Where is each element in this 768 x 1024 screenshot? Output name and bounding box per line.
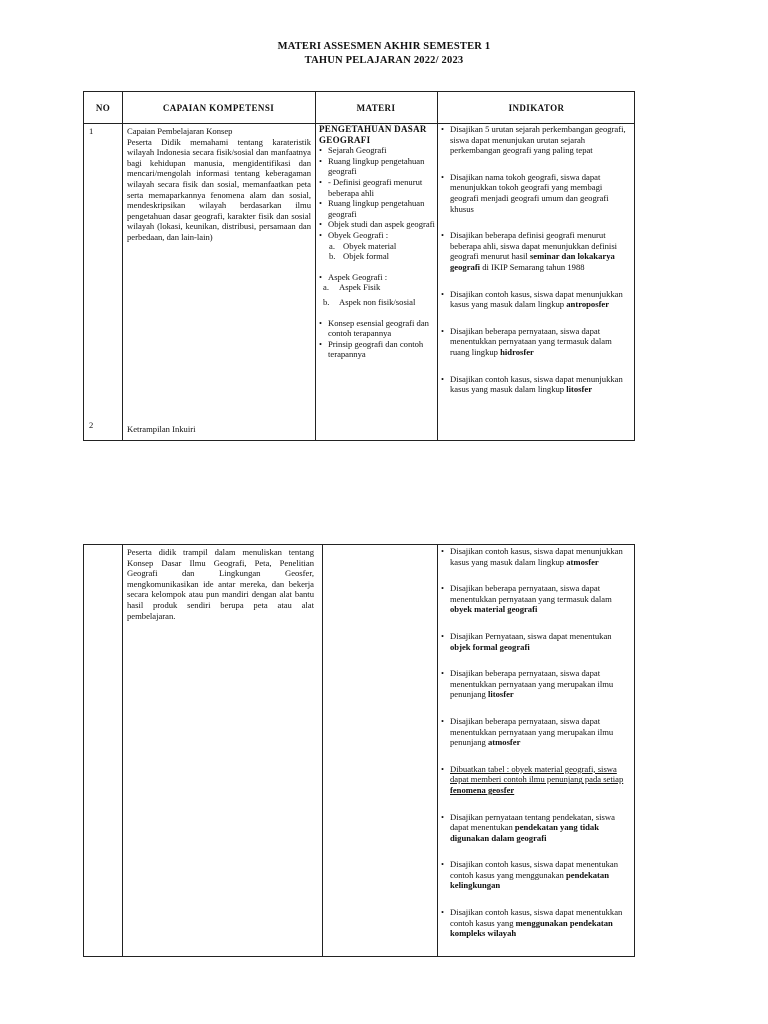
- list-item: • Ruang lingkup pengetahuan geografi: [319, 156, 435, 177]
- list-item: • Dibuatkan tabel : obyek material geografi, siswa dapat memberi contoh ilmu penunjang pada setiap fenomena geosfer: [441, 764, 633, 796]
- list-item: • Disajikan contoh kasus, siswa dapat menunjukkan kasus yang masuk dalam lingkup atmosfer: [441, 546, 633, 567]
- konsep-list: [319, 318, 435, 360]
- list-item: • Disajikan beberapa definisi geografi menurut beberapa ahli, siswa dapat menunjukkan definisi geografi menurut hasil seminar dan lokakarya geografi di IKIP Semarang tahun 1988: [441, 230, 633, 272]
- list-item: • Ruang lingkup pengetahuan geografi: [319, 198, 435, 219]
- list-item: • Prinsip geografi dan contoh terapannya: [319, 339, 435, 360]
- capaian-text: Peserta didik trampil dalam menuliskan tentang Konsep Dasar Ilmu Geografi, Peta, Penelitian Geografi dan Lingkungan Geosfer, mengkomunikasikan ide antar mereka, dan bekerja secara kelompok atau pun mandiri dengan alat bantu hasil produk sendiri berupa peta atau alat pembelajaran.: [127, 547, 314, 621]
- list-item: • Disajikan contoh kasus, siswa dapat menunjukkan kasus yang masuk dalam lingkup litosfer: [441, 374, 633, 395]
- materi-heading: PENGETAHUAN DASAR GEOGRAFI: [319, 124, 427, 145]
- list-item: • Disajikan pernyataan tentang pendekatan, siswa dapat menentukan pendekatan yang tidak digunakan dalam geografi: [441, 812, 633, 844]
- list-item: • Disajikan contoh kasus, siswa dapat menunjukkan kasus yang masuk dalam lingkup antroposfer: [441, 289, 633, 310]
- capaian-title: Capaian Pembelajaran Konsep: [127, 126, 233, 136]
- capaian-cell: [127, 126, 311, 243]
- indikator-cell: [441, 124, 633, 395]
- list-item: • Disajikan contoh kasus, siswa dapat menentukkan contoh kasus yang menggunakan pendekatan kompleks wilayah: [441, 907, 633, 939]
- list-item: b. Objek formal: [329, 251, 390, 262]
- capaian-title-2: Ketrampilan Inkuiri: [127, 424, 196, 434]
- list-item: • Konsep esensial geografi dan contoh terapannya: [319, 318, 435, 339]
- list-item: • Disajikan nama tokoh geografi, siswa dapat menunjukkan tokoh geografi yang membagi geografi menjadi geografi umum dan geografi khusus: [441, 172, 633, 214]
- list-item: • Disajikan beberapa pernyataan, siswa dapat menentukkan pernyataan yang merupakan ilmu penunjang atmosfer: [441, 716, 633, 748]
- document-title: MATERI ASSESMEN AKHIR SEMESTER 1: [277, 41, 491, 52]
- row-number: 2: [89, 420, 94, 430]
- aspek-sublist: [319, 282, 435, 307]
- list-item: • Aspek Geografi :: [319, 272, 435, 283]
- obyek-sublist: [319, 241, 435, 262]
- list-item: • Disajikan 5 urutan sejarah perkembangan geografi, siswa dapat menunjukan urutan sejarah perkembangan geografi yang paling tepat: [441, 124, 633, 156]
- list-item: • Disajikan beberapa pernyataan, siswa dapat menentukkan pernyataan yang merupakan ilmu penunjang litosfer: [441, 668, 633, 700]
- materi-list: [319, 145, 435, 240]
- list-item: a. Aspek Fisik: [323, 282, 381, 293]
- header-capaian-kompetensi: CAPAIAN KOMPETENSI: [162, 103, 275, 113]
- aspek-list: [319, 272, 435, 283]
- assessment-table-1: [83, 91, 635, 441]
- assessment-table-2: [83, 544, 635, 957]
- list-item: b. Aspek non fisik/sosial: [323, 296, 416, 307]
- list-item: • Disajikan contoh kasus, siswa dapat menentukan contoh kasus yang menggunakan pendekatan kelingkungan: [441, 859, 633, 891]
- list-item: • Disajikan Pernyataan, siswa dapat menentukan objek formal geografi: [441, 631, 633, 652]
- list-item: • Objek studi dan aspek geografi: [319, 219, 435, 230]
- header-materi: MATERI: [356, 103, 396, 113]
- materi-cell: [319, 124, 435, 360]
- header-no: NO: [95, 103, 111, 113]
- indikator-list: [441, 546, 633, 939]
- list-item: • Obyek Geografi :: [319, 230, 435, 241]
- list-item: • - Definisi geografi menurut beberapa ahli: [319, 177, 435, 198]
- capaian-text: Peserta Didik memahami tentang karateristik wilayah Indonesia secara fisik/sosial dan manfaatnya bagi kehidupan manusia, mengidentifikasi dan mencari/mengolah informasi tentang keberagaman wilayah secara fisik dan sosial, memanfaatkan peta serta memaparkannya fenomena alam dan sosial, mendeskripsikan wilayah berdasarkan ilmu pengetahuan dasar geografi, karakter fisik dan sosial wilayah (lokasi, keunikan, distribusi, persamaan dan perbedaan, dan lain-lain): [127, 136, 311, 242]
- header-indikator: INDIKATOR: [508, 103, 565, 113]
- list-item: • Disajikan beberapa pernyataan, siswa dapat menentukkan pernyataan yang termasuk dalam ruang lingkup hidrosfer: [441, 326, 633, 358]
- document-subtitle: TAHUN PELAJARAN 2022/ 2023: [304, 55, 464, 66]
- indikator-list: [441, 124, 633, 395]
- list-item: • Sejarah Geografi: [319, 145, 435, 156]
- indikator-cell: [441, 546, 633, 939]
- list-item: a. Obyek material: [329, 240, 397, 251]
- list-item: • Disajikan beberapa pernyataan, siswa dapat menentukkan pernyataan yang termasuk dalam obyek material geografi: [441, 583, 633, 615]
- row-number: 1: [89, 126, 94, 136]
